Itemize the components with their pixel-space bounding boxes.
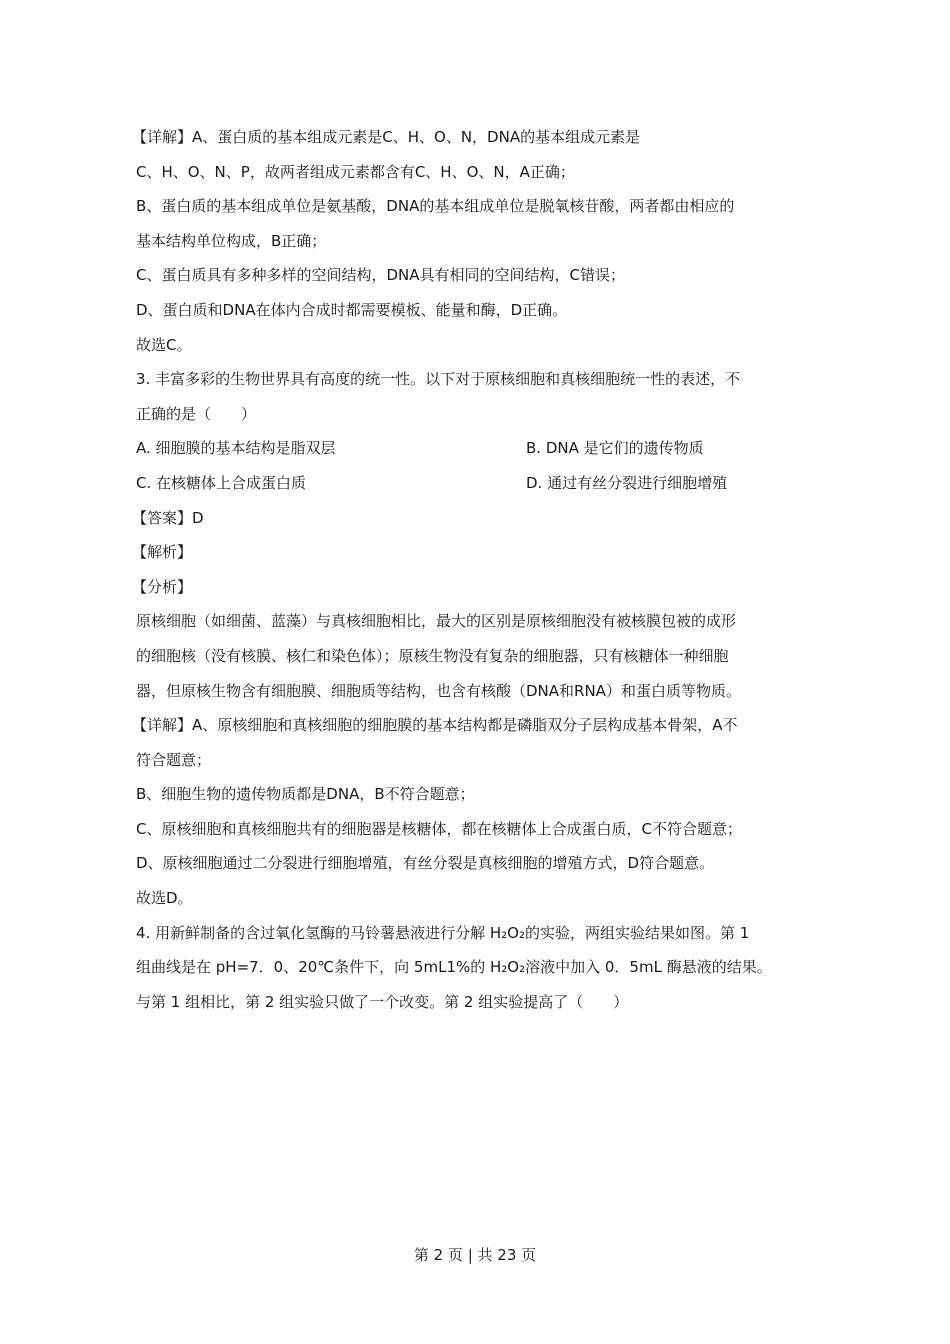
option-c: C. 在核糖体上合成蛋白质 bbox=[136, 473, 307, 492]
text-line: D、原核细胞通过二分裂进行细胞增殖，有丝分裂是真核细胞的增殖方式，D符合题意。 bbox=[136, 854, 715, 873]
text-line: 器，但原核生物含有细胞膜、细胞质等结构，也含有核酸（DNA和RNA）和蛋白质等物质。 bbox=[136, 681, 741, 700]
answer-label: 【答案】D bbox=[132, 508, 204, 527]
text-line: 【详解】A、蛋白质的基本组成元素是C、H、O、N，DNA的基本组成元素是 bbox=[132, 128, 641, 146]
text-line: 故选D。 bbox=[136, 889, 193, 908]
question-stem: 正确的是（ ） bbox=[136, 404, 257, 423]
question-stem: 与第 1 组相比，第 2 组实验只做了一个改变。第 2 组实验提高了（ ） bbox=[136, 992, 629, 1011]
text-line: 原核细胞（如细菌、蓝藻）与真核细胞相比，最大的区别是原核细胞没有被核膜包被的成形 bbox=[136, 612, 737, 631]
page-footer bbox=[0, 1243, 950, 1267]
question-stem: 4. 用新鲜制备的含过氧化氢酶的马铃薯悬液进行分解 H₂O₂的实验，两组实验结果如图。第 1 bbox=[136, 923, 750, 942]
options-row bbox=[136, 466, 826, 501]
page-content bbox=[132, 120, 826, 1019]
question-stem: 组曲线是在 pH=7．0、20℃条件下，向 5mL1%的 H₂O₂溶液中加入 0．5mL 酶悬液的结果。 bbox=[136, 958, 772, 977]
text-line: D、蛋白质和DNA在体内合成时都需要模板、能量和酶，D正确。 bbox=[136, 300, 568, 319]
text-line: B、蛋白质的基本组成单位是氨基酸，DNA的基本组成单位是脱氧核苷酸，两者都由相应的 bbox=[136, 197, 735, 216]
text-line: 故选C。 bbox=[136, 335, 192, 354]
option-d: D. 通过有丝分裂进行细胞增殖 bbox=[526, 473, 728, 492]
analysis-label: 【解析】 bbox=[132, 543, 193, 562]
text-line: C、H、O、N、P，故两者组成元素都含有C、H、O、N，A正确； bbox=[136, 162, 575, 181]
text-line: C、原核细胞和真核细胞共有的细胞器是核糖体，都在核糖体上合成蛋白质，C不符合题意； bbox=[136, 819, 742, 838]
option-b: B. DNA 是它们的遗传物质 bbox=[526, 439, 704, 458]
text-line: 【详解】A、原核细胞和真核细胞的细胞膜的基本结构都是磷脂双分子层构成基本骨架，A不 bbox=[132, 716, 738, 735]
options-row bbox=[136, 431, 826, 466]
text-line: 符合题意； bbox=[136, 750, 212, 769]
question-stem: 3. 丰富多彩的生物世界具有高度的统一性。以下对于原核细胞和真核细胞统一性的表述，不 bbox=[136, 370, 741, 389]
page-number: 第 2 页 | 共 23 页 bbox=[413, 1246, 537, 1264]
text-line: B、细胞生物的遗传物质都是DNA，B不符合题意； bbox=[136, 785, 475, 804]
text-line: 基本结构单位构成，B正确； bbox=[136, 231, 327, 250]
analysis-sub-label: 【分析】 bbox=[132, 577, 193, 596]
text-line: 的细胞核（没有核膜、核仁和染色体）；原核生物没有复杂的细胞器，只有核糖体一种细胞 bbox=[136, 646, 729, 665]
text-line: C、蛋白质具有多种多样的空间结构，DNA具有相同的空间结构，C错误； bbox=[136, 266, 625, 285]
option-a: A. 细胞膜的基本结构是脂双层 bbox=[136, 439, 336, 458]
